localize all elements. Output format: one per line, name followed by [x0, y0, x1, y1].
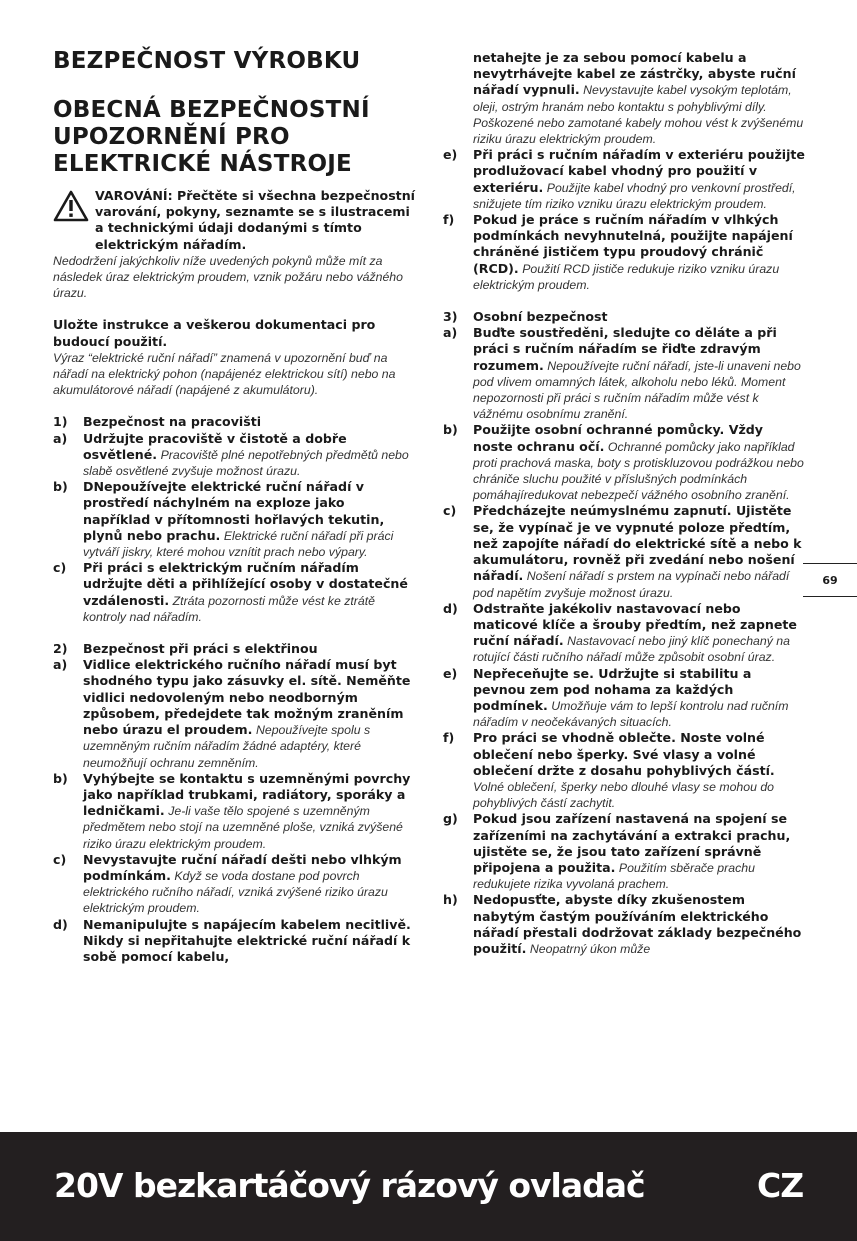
- list-item: [53, 560, 415, 625]
- item-label: e): [443, 665, 458, 681]
- language-code: CZ: [757, 1166, 804, 1205]
- item-italic-text: Je-li vaše tělo spojené s uzemněným předmětem nebo stojí na uzemněné ploše, vzniká zvýšené riziko úrazu elektrickým proudem.: [83, 804, 403, 851]
- list-item: [443, 325, 805, 422]
- item-label: b): [53, 479, 68, 495]
- list-item: netahejte je za sebou pomocí kabelu a nevytrhávejte kabel ze zástrčky, abyste ruční nářadí vypnuli. Nevystavujte kabel vysokým teplotám, oleji, ostrým hranám nebo kontaktu s pohyblivými díly. Poškozené nebo zamotané kabely mohou vést k zvýšenému riziku úrazu elektrickým proudem.: [473, 50, 804, 147]
- item-label: f): [443, 212, 455, 228]
- subsection-title: OBECNÁ BEZPEČNOSTNÍ UPOZORNĚNÍ PRO ELEKTRICKÉ NÁSTROJE: [53, 97, 370, 177]
- section-heading: 3) Osobní bezpečnost: [443, 309, 608, 325]
- item-italic-text: Nošení nářadí s prstem na vypínači nebo nářadí pod napětím zvyšuje možnost úrazu.: [473, 569, 790, 600]
- item-label: a): [53, 657, 68, 673]
- item-italic-text: Použití RCD jističe redukuje riziko vzniku úrazu elektrickým proudem.: [473, 261, 780, 292]
- item-italic-text: Pracoviště plné nepotřebných předmětů nebo slabě osvětlené zvyšuje možnost úrazu.: [83, 447, 409, 479]
- item-label: b): [443, 422, 458, 438]
- item-italic-text: Když se voda dostane pod povrch elektrického ručního nářadí, vzniká zvýšené riziko úrazu elektrickým proudem.: [83, 868, 388, 916]
- footer-title: 20V bezkartáčový rázový ovladač: [54, 1166, 645, 1205]
- warning-italic-text: Nedodržení jakýchkoliv níže uvedených pokynů může mít za následek úraz elektrickým proudem, vznik požáru nebo vážného úrazu.: [53, 253, 403, 301]
- section-title: BEZPEČNOST VÝROBKU: [53, 48, 361, 74]
- section-heading: 1) Bezpečnost na pracovišti: [53, 414, 262, 430]
- keep-instructions-heading: Uložte instrukce a veškerou dokumentaci pro budoucí použití.: [53, 317, 376, 349]
- item-bold-text: Vidlice elektrického ručního nářadí musí byt shodného typu jako zásuvky el. sítě. Neměňte vidlici nedovoleným nebo neodborným způsobem, předejdete tak možným zraněním nebo úrazu el proudem.: [83, 657, 411, 738]
- item-label: c): [53, 560, 67, 576]
- list-item: [443, 811, 805, 892]
- list-item: [443, 666, 805, 731]
- page-number: 69: [803, 563, 857, 597]
- item-italic-text: Umožňuje vám to lepší kontrolu nad ručním nářadím v neočekávaných situacích.: [473, 698, 789, 730]
- item-bold-text: Pro práci se vhodně oblečte. Noste volné oblečení nebo šperky. Své vlasy a volné oblečení držte z dosahu pohyblivých částí.: [473, 730, 775, 778]
- item-bold-text: Pokud jsou zařízení nastavená na spojení se zařízeními na zachytávání a extrakci prachu, ujistěte se, že jsou tato zařízení správně připojena a použita.: [473, 811, 791, 875]
- warning-triangle-icon: [53, 190, 89, 222]
- item-label: e): [443, 147, 458, 163]
- item-label: d): [443, 600, 458, 616]
- list-item: [53, 479, 415, 560]
- list-item: [443, 730, 805, 811]
- item-bold-text: Nevystavujte ruční nářadí dešti nebo vlhkým podmínkám.: [83, 851, 402, 883]
- section3-list: [443, 325, 805, 957]
- item-italic-text: Ztráta pozornosti může vést ke ztrátě kontroly nad nářadím.: [83, 593, 375, 624]
- list-item: [53, 657, 415, 770]
- item-bold-text: Nedopusťte, abyste díky zkušenostem nabytým častým používáním elektrického nářadí přestali dodržovat základy bezpečného použití.: [473, 892, 802, 956]
- list-item: [443, 422, 805, 503]
- list-item: [53, 431, 415, 480]
- warning-bold-text: VAROVÁNÍ: Přečtěte si všechna bezpečnostní varování, pokyny, seznamte se s ilustracemi a technickými údaji dodanými s tímto elektrickým nářadím.: [95, 188, 415, 252]
- keep-instructions-text: Výraz “elektrické ruční nářadí” znamená v upozornění buď na nářadí na elektrický pohon (napájenéz elektrickou sítí) nebo na akumulátorové nářadí (napájené z akumulátoru).: [53, 350, 396, 398]
- list-item: [443, 892, 805, 957]
- item-bold-text: Odstraňte jakékoliv nastavovací nebo maticové klíče a šrouby předtím, než zapnete ruční nářadí.: [473, 600, 797, 649]
- item-italic-text: Nastavovací nebo jiný klíč ponechaný na rotující části ručního nářadí může způsobit osobní úraz.: [473, 634, 790, 665]
- item-label: h): [443, 892, 458, 908]
- item-bold-text: Udržujte pracoviště v čistotě a dobře osvětlené.: [83, 430, 347, 462]
- item-bold-text: Při práci s elektrickým ručním nářadím udržujte děti a přihlížející osoby v dostatečné vzdálenosti.: [83, 560, 408, 608]
- item-italic-text: Nepoužívejte spolu s uzemněným ručním nářadím žádné adaptéry, které neumožňují ochranu zemněním.: [83, 723, 371, 770]
- item-bold-text: Buďte soustředěni, sledujte co děláte a při práci s ručním nářadím se řiďte zdravým rozumem.: [473, 325, 777, 373]
- item-italic-text: Volné oblečení, šperky nebo dlouhé vlasy se mohou do pohyblivých částí zachytit.: [473, 779, 775, 811]
- item-bold-text: Pokud je práce s ručním nářadím v vlhkých podmínkách nevyhnutelná, použijte napájení chráněné jističem typu proudový chránič (RCD).: [473, 212, 793, 276]
- item-italic-text: Ochranné pomůcky jako například proti prachová maska, boty s protiskluzovou podrážkou nebo chrániče sluchu použité v příslušných podmínkách pomáhajíredukovat nebezpečí vážného osobního zranění.: [473, 439, 804, 503]
- item-label: a): [443, 325, 458, 341]
- item-bold-text: Při práci s ručním nářadím v exteriéru použijte prodlužovací kabel vhodný pro použití v exteriéru.: [473, 147, 805, 195]
- item-label: f): [443, 730, 455, 746]
- item-label: c): [443, 503, 457, 519]
- item-bold-text: Nepřeceňujte se. Udržujte si stabilitu a pevnou zem pod nohama za každých podmínek.: [473, 665, 752, 713]
- footer-bar: [0, 1132, 857, 1241]
- list-item: [443, 503, 805, 600]
- item-italic-text: Neopatrný úkon může: [529, 941, 651, 956]
- section-heading: 2) Bezpečnost při práci s elektřinou: [53, 641, 318, 657]
- left-column: [53, 48, 415, 965]
- item-label: g): [443, 811, 458, 827]
- item-bold-text: DNepoužívejte elektrické ruční nářadí v prostředí náchylném na exploze jako například v přítomnosti hořlavých tekutin, plynů nebo prachu.: [83, 479, 385, 543]
- list-item: [443, 147, 805, 212]
- item-label: c): [53, 851, 67, 867]
- item-italic-text: Nepoužívejte ruční nářadí, jste-li unaveni nebo pod vlivem omamných látek, alkoholu nebo léků. Moment nepozornosti při práci s ručním nářadím může vést k vážnému osobnímu zranění.: [473, 358, 801, 422]
- item-italic-text: Použijte kabel vhodný pro venkovní prostředí, snižujete tím riziko vzniku úrazu elektrickým proudem.: [473, 180, 796, 211]
- item-bold-text: Vyhýbejte se kontaktu s uzemněnými povrchy jako například trubkami, radiátory, sporáky a ledničkami.: [83, 770, 411, 819]
- item-bold-text: Předcházejte neúmyslnému zapnutí. Ujistěte se, že vypínač je ve vypnuté poloze předtím, než zapojíte nářadí do elektrické sítě a nebo k akumulátoru, rovněž při zvedání nebo nošení nářadí.: [473, 503, 802, 584]
- right-column: [443, 50, 805, 957]
- item-italic-text: Elektrické ruční nářadí při práci vytváří jiskry, které mohou vznítit prach nebo výpary.: [83, 528, 394, 560]
- list-item: [443, 601, 805, 666]
- list-item: [443, 212, 805, 293]
- item-bold-text: Použijte osobní ochranné pomůcky. Vždy noste ochranu očí.: [473, 422, 764, 454]
- warning-block: [53, 188, 415, 301]
- list-item: [53, 917, 415, 966]
- list-item: [53, 852, 415, 917]
- section2-continued-list: [443, 147, 805, 293]
- item-italic-text: Použitím sběrače prachu redukujete rizika vyvolaná prachem.: [473, 860, 755, 892]
- section1-list: [53, 431, 415, 625]
- section2-list: [53, 657, 415, 965]
- item-label: a): [53, 430, 68, 446]
- item-bold-text: Nemanipulujte s napájecím kabelem necitlivě. Nikdy si nepřitahujte elektrické ruční nářadí k sobě pomocí kabelu,: [83, 916, 411, 964]
- list-item: [53, 771, 415, 852]
- item-label: d): [53, 916, 68, 932]
- item-label: b): [53, 770, 68, 786]
